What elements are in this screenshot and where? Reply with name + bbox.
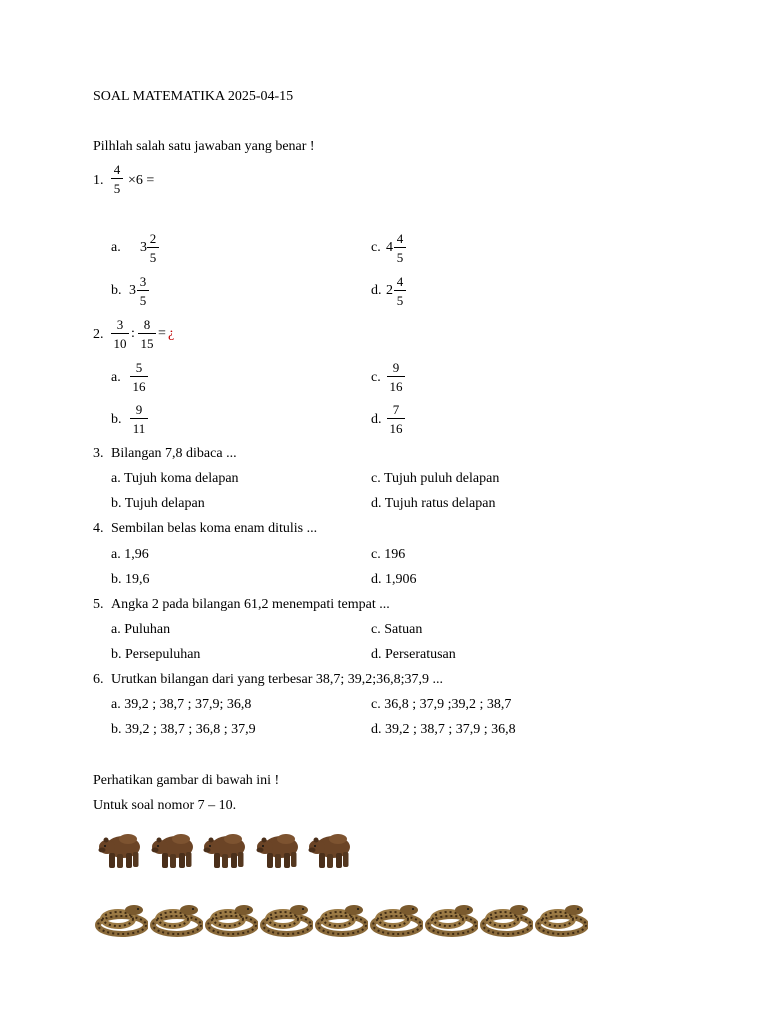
fraction-bar: [387, 376, 405, 377]
bear-picture: [307, 825, 353, 876]
option-fraction: [147, 232, 159, 264]
question-number: 5.: [93, 597, 104, 612]
option-fraction: [137, 275, 149, 307]
denominator: 5: [149, 250, 157, 265]
instruction-text: Pilhlah salah satu jawaban yang benar !: [93, 139, 315, 154]
question-text: Bilangan 7,8 dibaca ...: [111, 446, 237, 461]
snake-picture: [94, 901, 148, 942]
option-label: b.: [111, 283, 122, 298]
option-a[interactable]: a. 1,96: [111, 547, 149, 562]
snake-picture: [259, 901, 313, 942]
numerator: 2: [149, 231, 157, 246]
option-b[interactable]: b. 19,6: [111, 572, 150, 587]
snake-picture: [149, 901, 203, 942]
option-a[interactable]: a. Puluhan: [111, 622, 171, 637]
numerator: 3: [139, 274, 147, 289]
question-operator: ×6 =: [128, 173, 155, 188]
numerator: 4: [396, 231, 404, 246]
whole-number: 4: [386, 240, 393, 255]
snake-picture: [369, 901, 423, 942]
whole-number: 3: [140, 240, 147, 255]
question-number: 3.: [93, 446, 104, 461]
numerator: 9: [135, 402, 143, 417]
picture-question-range: Untuk soal nomor 7 – 10.: [93, 798, 237, 813]
snake-picture: [479, 901, 533, 942]
option-label: c.: [371, 370, 381, 385]
option-label: b.: [111, 412, 122, 427]
option-b[interactable]: b. Tujuh delapan: [111, 496, 205, 511]
denominator: 16: [132, 379, 146, 394]
numerator: 4: [113, 162, 121, 177]
divide-sign: :: [131, 326, 135, 341]
bear-picture: [97, 825, 143, 876]
picture-instruction: Perhatikan gambar di bawah ini !: [93, 773, 280, 788]
page-title: SOAL MATEMATIKA 2025-04-15: [93, 89, 294, 104]
whole-number: 3: [129, 283, 136, 298]
option-d[interactable]: d. 1,906: [371, 572, 417, 587]
snake-picture: [204, 901, 258, 942]
option-b[interactable]: b. Persepuluhan: [111, 647, 201, 662]
question-text: Angka 2 pada bilangan 61,2 menempati tempat ...: [111, 597, 390, 612]
snake-picture: [424, 901, 478, 942]
option-d[interactable]: d. Perseratusan: [371, 647, 456, 662]
fraction-bar: [394, 247, 406, 248]
bear-picture: [255, 825, 301, 876]
option-label: c.: [371, 240, 381, 255]
fraction-bar: [111, 178, 123, 179]
option-d[interactable]: d. 39,2 ; 38,7 ; 37,9 ; 36,8: [371, 722, 516, 737]
denominator: 11: [132, 421, 146, 436]
question-text: Urutkan bilangan dari yang terbesar 38,7; 39,2;36,8;37,9 ...: [111, 672, 444, 687]
option-label: d.: [371, 412, 382, 427]
bear-picture: [150, 825, 196, 876]
denominator: 5: [396, 293, 404, 308]
question-number: 4.: [93, 521, 104, 536]
whole-number: 2: [386, 283, 393, 298]
snake-picture: [314, 901, 368, 942]
question-fraction-1: [111, 318, 129, 350]
option-a[interactable]: a. 39,2 ; 38,7 ; 37,9; 36,8: [111, 697, 252, 712]
option-b[interactable]: b. 39,2 ; 38,7 ; 36,8 ; 37,9: [111, 722, 256, 737]
option-fraction: [130, 403, 148, 435]
fraction-bar: [147, 247, 159, 248]
option-d[interactable]: d. Tujuh ratus delapan: [371, 496, 496, 511]
option-label: d.: [371, 283, 382, 298]
fraction-bar: [111, 333, 129, 334]
numerator: 3: [116, 317, 124, 332]
question-number: 6.: [93, 672, 104, 687]
option-c[interactable]: c. Satuan: [371, 622, 423, 637]
fraction-bar: [137, 290, 149, 291]
numerator: 5: [135, 360, 143, 375]
option-a[interactable]: a. Tujuh koma delapan: [111, 471, 239, 486]
fraction-bar: [394, 290, 406, 291]
option-fraction: [130, 361, 148, 393]
fraction-bar: [387, 418, 405, 419]
question-fraction-2: [138, 318, 156, 350]
fraction-bar: [130, 376, 148, 377]
numerator: 4: [396, 274, 404, 289]
question-number: 2.: [93, 327, 104, 342]
bear-picture: [202, 825, 248, 876]
question-text: Sembilan belas koma enam ditulis ...: [111, 521, 318, 536]
option-c[interactable]: c. Tujuh puluh delapan: [371, 471, 500, 486]
numerator: 9: [392, 360, 400, 375]
numerator: 7: [392, 402, 400, 417]
denominator: 5: [139, 293, 147, 308]
question-number: 1.: [93, 173, 104, 188]
denominator: 10: [113, 336, 127, 351]
denominator: 16: [389, 421, 403, 436]
denominator: 5: [113, 181, 121, 196]
question-mark: ¿: [168, 326, 175, 341]
option-c[interactable]: c. 36,8 ; 37,9 ;39,2 ; 38,7: [371, 697, 512, 712]
fraction-bar: [138, 333, 156, 334]
option-label: a.: [111, 240, 121, 255]
numerator: 8: [143, 317, 151, 332]
option-c[interactable]: c. 196: [371, 547, 406, 562]
option-fraction: [387, 361, 405, 393]
denominator: 5: [396, 250, 404, 265]
equals-sign: =: [158, 326, 166, 341]
denominator: 16: [389, 379, 403, 394]
fraction-bar: [130, 418, 148, 419]
denominator: 15: [140, 336, 154, 351]
option-fraction: [394, 275, 406, 307]
option-label: a.: [111, 370, 121, 385]
snake-picture: [534, 901, 588, 942]
option-fraction: [387, 403, 405, 435]
question-fraction: [111, 163, 123, 195]
option-fraction: [394, 232, 406, 264]
